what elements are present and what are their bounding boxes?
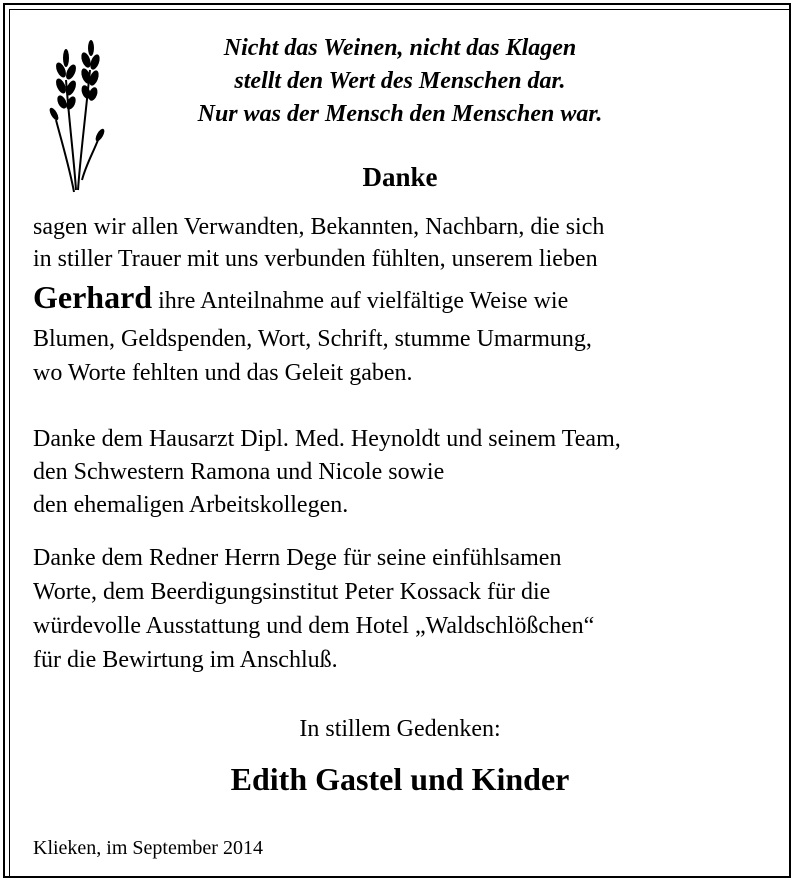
paragraph1-line3: [33, 279, 569, 316]
paragraph3-line4: für die Bewirtung im Anschluß.: [33, 647, 338, 673]
paragraph2-line3: den ehemaligen Arbeitskollegen.: [33, 492, 349, 518]
title-danke: Danke: [362, 162, 438, 192]
signoff-names: Edith Gastel und Kinder: [230, 761, 570, 797]
paragraph1-line3-rest: ihre Anteilnahme auf vielfältige Weise wie: [152, 288, 569, 314]
quote-line-1: Nicht das Weinen, nicht das Klagen: [223, 35, 577, 61]
paragraph1-line5: wo Worte fehlten und das Geleit gaben.: [33, 360, 413, 386]
quote-line-3: Nur was der Mensch den Menschen war.: [197, 101, 603, 127]
paragraph1-line1: sagen wir allen Verwandten, Bekannten, Nachbarn, die sich: [33, 214, 605, 240]
deceased-name: Gerhard: [33, 279, 153, 315]
quote-line-2: stellt den Wert des Menschen dar.: [234, 68, 566, 94]
paragraph3-line2: Worte, dem Beerdigungsinstitut Peter Kossack für die: [33, 579, 551, 605]
paragraph2-line2: den Schwestern Ramona und Nicole sowie: [33, 459, 445, 485]
paragraph1-line2: in stiller Trauer mit uns verbunden fühlten, unserem lieben: [33, 246, 598, 272]
closing-line: In stillem Gedenken:: [299, 716, 501, 742]
paragraph1-line4: Blumen, Geldspenden, Wort, Schrift, stumme Umarmung,: [33, 326, 592, 352]
place-date: Klieken, im September 2014: [33, 837, 263, 859]
paragraph3-line3: würdevolle Ausstattung und dem Hotel „Waldschlößchen“: [33, 613, 595, 639]
paragraph3-line1: Danke dem Redner Herrn Dege für seine einfühlsamen: [33, 545, 562, 571]
wheat-icon: [46, 40, 106, 196]
paragraph2-line1: Danke dem Hausarzt Dipl. Med. Heynoldt und seinem Team,: [33, 426, 621, 452]
